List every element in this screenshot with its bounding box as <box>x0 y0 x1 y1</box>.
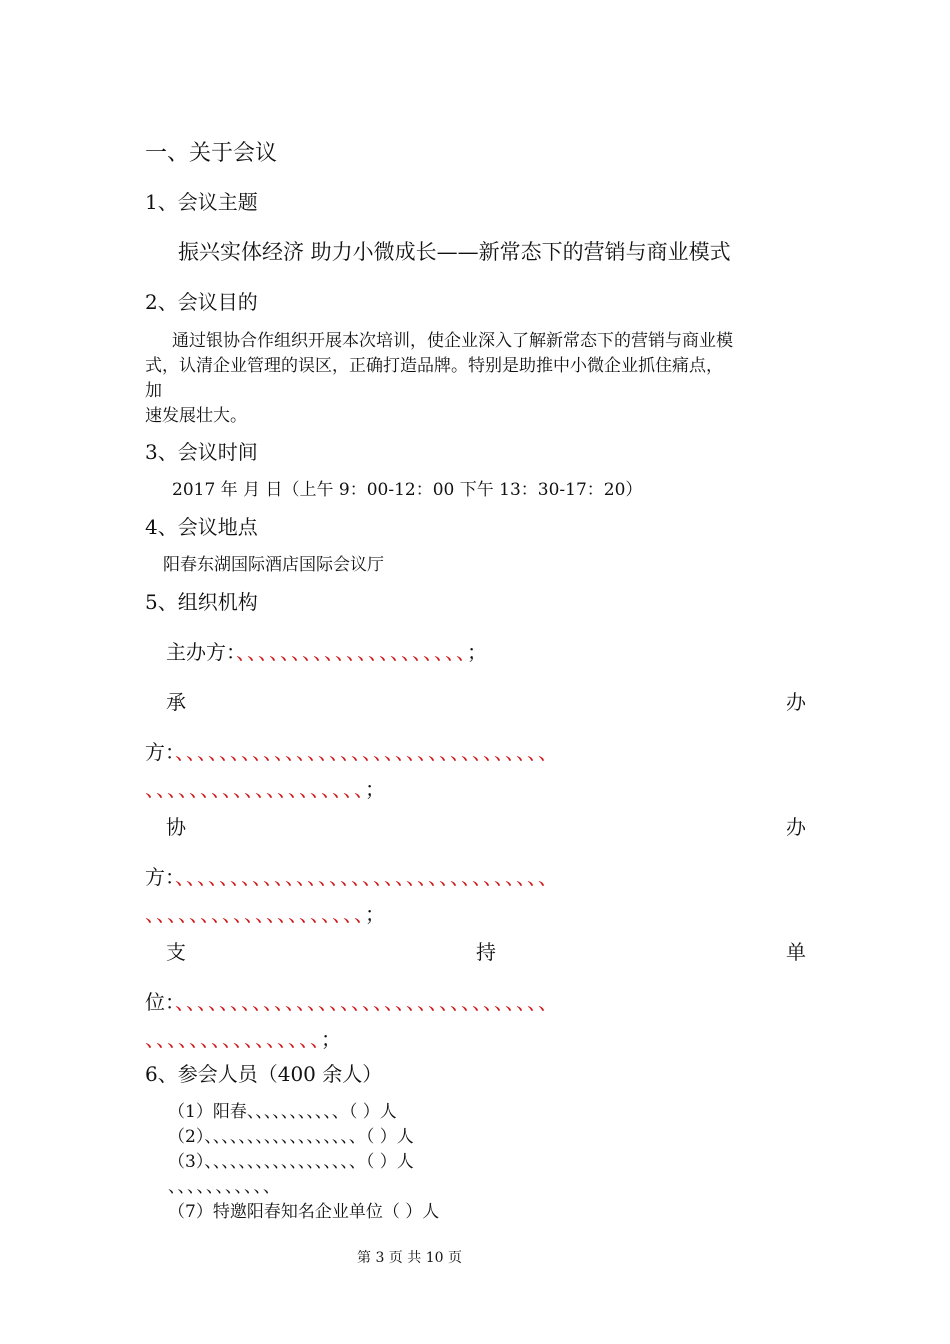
location-text: 阳春东湖国际酒店国际会议厅 <box>163 555 384 575</box>
theme-heading: 1、会议主题 <box>145 190 258 214</box>
host-end: ； <box>467 640 487 664</box>
attendee-item-7: （7）特邀阳春知名企业单位（ ）人 <box>168 1202 440 1222</box>
support-row-2 <box>145 1023 341 1052</box>
organizer-row-2 <box>145 773 385 802</box>
organizer-label-row <box>166 686 806 715</box>
co-organizer-row-2 <box>145 898 385 927</box>
host-blank: 、、、、、、、、、、、、、、、、、、、、、 <box>236 640 467 664</box>
support-blank-2: 、、、、、、、、、、、、、、、、 <box>145 1027 321 1051</box>
purpose-line-1: 通过银协合作组织开展本次培训，使企业深入了解新常态下的营销与商业模 <box>172 331 733 351</box>
support-blank-1: 、、、、、、、、、、、、、、、、、、、、、、、、、、、、、、、、、、 <box>175 990 559 1014</box>
support-label-row <box>166 936 806 965</box>
purpose-heading: 2、会议目的 <box>145 290 258 314</box>
page-footer: 第 3 页 共 10 页 <box>357 1250 462 1266</box>
attendee-item-1: （1）阳春、、、、、、、、、、、（ ）人 <box>168 1102 397 1122</box>
organizer-char-2: 办 <box>786 690 806 714</box>
organizer-end: ； <box>365 777 385 801</box>
organizer-row <box>145 736 559 765</box>
co-organizer-char-3: 方： <box>145 865 175 889</box>
organizer-blank-1: 、、、、、、、、、、、、、、、、、、、、、、、、、、、、、、、、、、 <box>175 740 559 764</box>
attendee-item-2: （2）、、、、、、、、、、、、、、、、、、（ ）人 <box>168 1127 414 1147</box>
purpose-line-4: 速发展壮大。 <box>145 406 247 426</box>
purpose-line-2: 式，认清企业管理的误区，正确打造品牌。特别是助推中小微企业抓住痛点， <box>145 356 723 376</box>
organizer-blank-2: 、、、、、、、、、、、、、、、、、、、、 <box>145 777 365 801</box>
organizer-char-3: 方： <box>145 740 175 764</box>
purpose-line-3: 加 <box>145 381 162 401</box>
section-title: 一、关于会议 <box>145 141 278 166</box>
co-organizer-char-2: 办 <box>786 815 806 839</box>
host-row <box>166 636 487 665</box>
support-char-1: 支 <box>166 940 186 964</box>
support-char-2: 持 <box>476 940 496 964</box>
attendees-heading: 6、参会人员（400 余人） <box>145 1062 383 1086</box>
support-end: ； <box>321 1027 341 1051</box>
co-organizer-row <box>145 861 559 890</box>
co-organizer-blank-1: 、、、、、、、、、、、、、、、、、、、、、、、、、、、、、、、、、、 <box>175 865 559 889</box>
support-row <box>145 986 559 1015</box>
time-text: 2017 年 月 日（上午 9：00-12：00 下午 13：30-17：20） <box>172 480 643 500</box>
co-organizer-char-1: 协 <box>166 815 186 839</box>
attendee-dots-line: 、、、、、、、、、、、 <box>168 1177 281 1197</box>
co-organizer-end: ； <box>365 902 385 926</box>
co-organizer-label-row <box>166 811 806 840</box>
co-organizer-blank-2: 、、、、、、、、、、、、、、、、、、、、 <box>145 902 365 926</box>
host-label: 主办方： <box>166 640 236 664</box>
support-char-4: 位： <box>145 990 175 1014</box>
organizer-char-1: 承 <box>166 690 186 714</box>
organization-heading: 5、组织机构 <box>145 590 258 614</box>
location-heading: 4、会议地点 <box>145 515 258 539</box>
attendee-item-3: （3）、、、、、、、、、、、、、、、、、、（ ）人 <box>168 1152 414 1172</box>
theme-text: 振兴实体经济 助力小微成长——新常态下的营销与商业模式 <box>178 240 731 264</box>
time-heading: 3、会议时间 <box>145 440 258 464</box>
support-char-3: 单 <box>786 940 806 964</box>
